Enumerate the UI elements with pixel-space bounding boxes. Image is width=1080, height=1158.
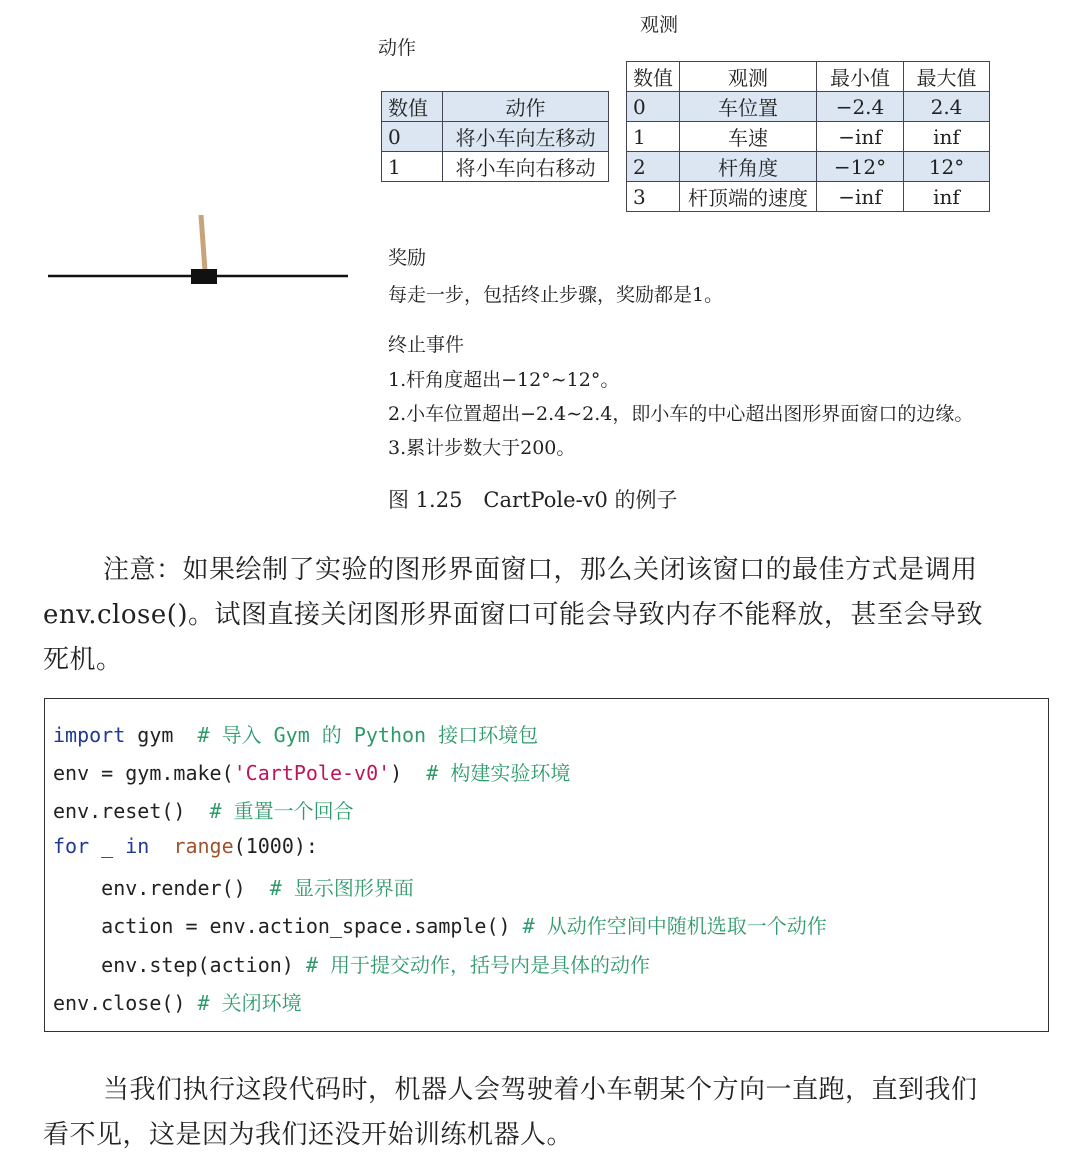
observation-cell: inf <box>904 182 990 212</box>
action-table <box>381 91 609 182</box>
observation-cell: 车速 <box>680 122 817 152</box>
code-text <box>149 834 173 858</box>
table-row <box>627 122 990 152</box>
paragraph-line: 看不见，这是因为我们还没开始训练机器人。 <box>43 1120 574 1150</box>
code-comment: # 构建实验环境 <box>426 761 571 785</box>
code-line <box>53 949 650 978</box>
code-comment: # 从动作空间中随机选取一个动作 <box>522 914 827 938</box>
observation-table-header <box>627 62 990 92</box>
code-keyword: for <box>53 834 90 858</box>
code-text: env.step(action) <box>53 953 306 977</box>
action-header-value: 数值 <box>382 92 443 122</box>
observation-cell: −inf <box>817 122 904 152</box>
code-comment: # 用于提交动作，括号内是具体的动作 <box>305 953 650 977</box>
observation-cell: −inf <box>817 182 904 212</box>
code-text: _ <box>89 834 126 858</box>
action-cell: 0 <box>382 122 443 152</box>
action-cell: 1 <box>382 152 443 182</box>
observation-cell: 杆顶端的速度 <box>680 182 817 212</box>
paragraph-line: env.close()。试图直接关闭图形界面窗口可能会导致内存不能释放，甚至会导致 <box>43 600 984 630</box>
cartpole-pole <box>201 215 205 271</box>
paragraph-line: 当我们执行这段代码时，机器人会驾驶着小车朝某个方向一直跑，直到我们 <box>103 1075 978 1105</box>
code-line <box>53 987 302 1016</box>
code-block <box>44 698 1049 1032</box>
termination-item: 3.累计步数大于200。 <box>388 437 576 459</box>
code-line <box>53 910 827 939</box>
observation-cell: 3 <box>627 182 680 212</box>
observation-cell: −2.4 <box>817 92 904 122</box>
code-text: env = gym.make( <box>53 761 234 785</box>
figure-caption: 图 1.25 CartPole-v0 的例子 <box>388 488 678 512</box>
observation-cell: 杆角度 <box>680 152 817 182</box>
action-table-header <box>382 92 609 122</box>
code-text: env.reset() <box>53 799 210 823</box>
observation-header-min: 最小值 <box>817 62 904 92</box>
observation-cell: 2 <box>627 152 680 182</box>
observation-table-title: 观测 <box>640 14 679 36</box>
code-text: action = env.action_space.sample() <box>53 914 523 938</box>
observation-cell: 2.4 <box>904 92 990 122</box>
termination-item: 2.小车位置超出−2.4∼2.4，即小车的中心超出图形界面窗口的边缘。 <box>388 403 974 425</box>
table-row <box>627 152 990 182</box>
observation-cell: −12° <box>817 152 904 182</box>
code-line <box>53 757 570 786</box>
observation-cell: inf <box>904 122 990 152</box>
code-text: env.render() <box>53 876 270 900</box>
table-row <box>382 152 609 182</box>
table-row <box>627 92 990 122</box>
code-line <box>53 719 538 748</box>
code-line <box>53 834 318 858</box>
observation-cell: 0 <box>627 92 680 122</box>
reward-title: 奖励 <box>388 247 427 269</box>
action-cell: 将小车向左移动 <box>443 122 609 152</box>
observation-cell: 12° <box>904 152 990 182</box>
paragraph-line: 注意：如果绘制了实验的图形界面窗口，那么关闭该窗口的最佳方式是调用 <box>103 555 978 585</box>
termination-item: 1.杆角度超出−12°∼12°。 <box>388 369 620 391</box>
code-text: (1000): <box>233 834 318 858</box>
table-row <box>627 182 990 212</box>
observation-header-max: 最大值 <box>904 62 990 92</box>
cartpole-cart <box>191 269 217 284</box>
termination-title: 终止事件 <box>388 334 465 356</box>
observation-cell: 车位置 <box>680 92 817 122</box>
code-builtin: range <box>173 834 234 858</box>
code-comment: # 显示图形界面 <box>269 876 414 900</box>
paragraph-line: 死机。 <box>43 645 123 675</box>
code-keyword: in <box>125 834 150 858</box>
observation-header-observation: 观测 <box>680 62 817 92</box>
code-keyword: import <box>53 723 126 747</box>
code-comment: # 导入 Gym 的 Python 接口环境包 <box>197 723 539 747</box>
observation-cell: 1 <box>627 122 680 152</box>
observation-table <box>626 61 990 212</box>
action-cell: 将小车向右移动 <box>443 152 609 182</box>
action-header-action: 动作 <box>443 92 609 122</box>
code-text: gym <box>125 723 198 747</box>
code-line <box>53 872 414 901</box>
cartpole-illustration <box>40 205 360 295</box>
code-line <box>53 795 354 824</box>
reward-text: 每走一步，包括终止步骤，奖励都是1。 <box>388 284 724 306</box>
code-text: env.close() <box>53 991 198 1015</box>
code-comment: # 关闭环境 <box>197 991 302 1015</box>
code-string: 'CartPole-v0' <box>233 761 391 785</box>
code-text: ) <box>390 761 427 785</box>
table-row <box>382 122 609 152</box>
action-table-title: 动作 <box>378 37 417 59</box>
observation-header-value: 数值 <box>627 62 680 92</box>
code-comment: # 重置一个回合 <box>209 799 354 823</box>
